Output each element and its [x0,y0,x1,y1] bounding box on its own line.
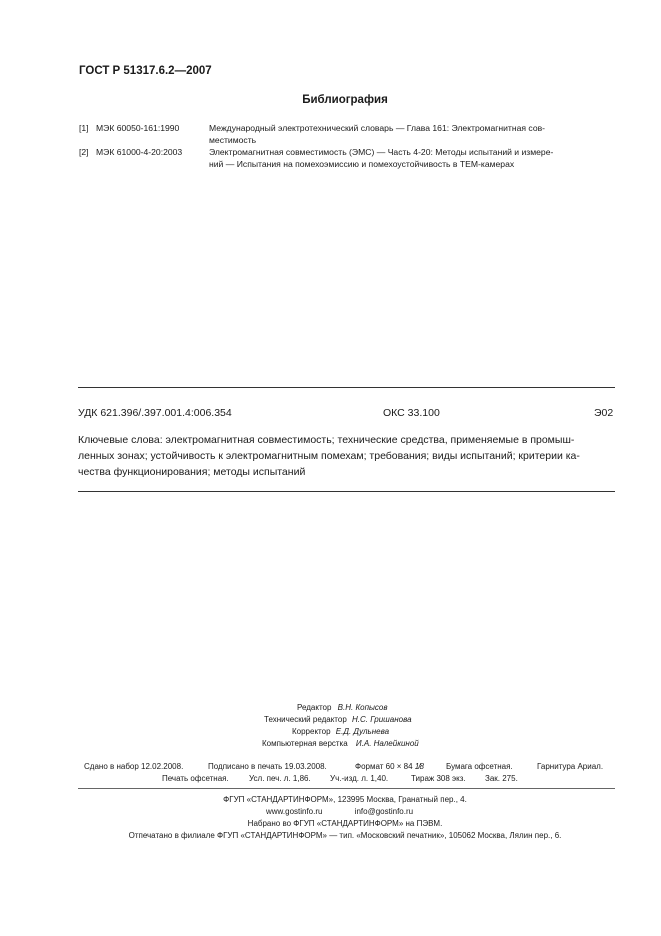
credit-role: Корректор [292,727,331,736]
credit-role: Компьютерная верстка [262,739,348,748]
udk-code: УДК 621.396/.397.001.4:006.354 [78,407,232,419]
print-circulation: Тираж 308 экз. [411,774,466,783]
bibliography-title: Библиография [302,94,388,106]
entry-standard: МЭК 60050-161:1990 [96,123,180,133]
entry-title-line: Электромагнитная совместимость (ЭМС) — Часть 4-20: Методы испытаний и измере- [209,147,554,157]
credit-role: Технический редактор [264,715,347,724]
bibliography-entry [79,146,89,158]
format-label: Формат 60 × 84 [355,762,413,771]
print-typeface: Гарнитура Ариал. [537,762,604,771]
publication-sheets: Уч.-изд. л. 1,40. [330,774,389,783]
entry-number: [1] [79,123,89,133]
publisher-typeset: Набрано во ФГУП «СТАНДАРТИНФОРМ» на ПЭВМ. [247,819,443,828]
credit-name: Н.С. Гришанова [352,715,412,724]
publisher-address: ФГУП «СТАНДАРТИНФОРМ», 123995 Москва, Гранатный пер., 4. [223,795,467,804]
credit-role: Редактор [297,703,332,712]
credit-tech-editor [264,715,412,724]
credit-name: Е.Д. Дульнева [335,727,390,736]
keywords-line: Ключевые слова: электромагнитная совместимость; технические средства, применяемые в промыш- [78,434,575,446]
print-signed: Подписано в печать 19.03.2008. [208,762,327,771]
credit-proofreader [292,727,389,736]
entry-title-line: местимость [209,135,257,145]
credit-layout [262,739,419,748]
print-order: Зак. 275. [485,774,518,783]
print-sheets: Усл. печ. л. 1,86. [249,774,311,783]
print-format [355,762,423,771]
entry-title-line: ний — Испытания на помехоэмиссию и помехоустойчивость в ТЕМ-камерах [209,159,515,169]
print-paper: Бумага офсетная. [446,762,513,771]
keywords-line: чества функционирования; методы испытаний [78,466,306,478]
credit-name: В.Н. Копысов [337,703,388,712]
format-fraction: 1/8 [414,762,423,771]
credit-name: И.А. Налейкиной [355,739,419,748]
print-method: Печать офсетная. [162,774,229,783]
oks-code: ОКС 33.100 [383,407,440,419]
keywords-line: ленных зонах; устойчивость к электромагнитным помехам; требования; виды испытаний; критерии ка- [78,450,580,462]
group-code: Э02 [594,407,614,419]
publisher-contacts [266,807,413,816]
entry-standard: МЭК 61000-4-20:2003 [96,147,183,157]
publisher-email-link[interactable]: info@gostinfo.ru [354,807,414,816]
publisher-printed: Отпечатано в филиале ФГУП «СТАНДАРТИНФОРМ» — тип. «Московский печатник», 105062 Москва, Лялин пер., 6. [128,831,562,840]
entry-number: [2] [79,147,89,157]
bibliography-entry [79,122,89,134]
print-sent: Сдано в набор 12.02.2008. [84,762,184,771]
credit-editor [297,703,388,712]
publisher-website-link[interactable]: www.gostinfo.ru [266,807,323,816]
document-code: ГОСТ Р 51317.6.2—2007 [79,65,212,77]
entry-title-line: Международный электротехнический словарь — Глава 161: Электромагнитная сов- [209,123,546,133]
divider-top [78,387,615,388]
divider-bottom [78,491,615,492]
divider-publisher [78,788,615,789]
